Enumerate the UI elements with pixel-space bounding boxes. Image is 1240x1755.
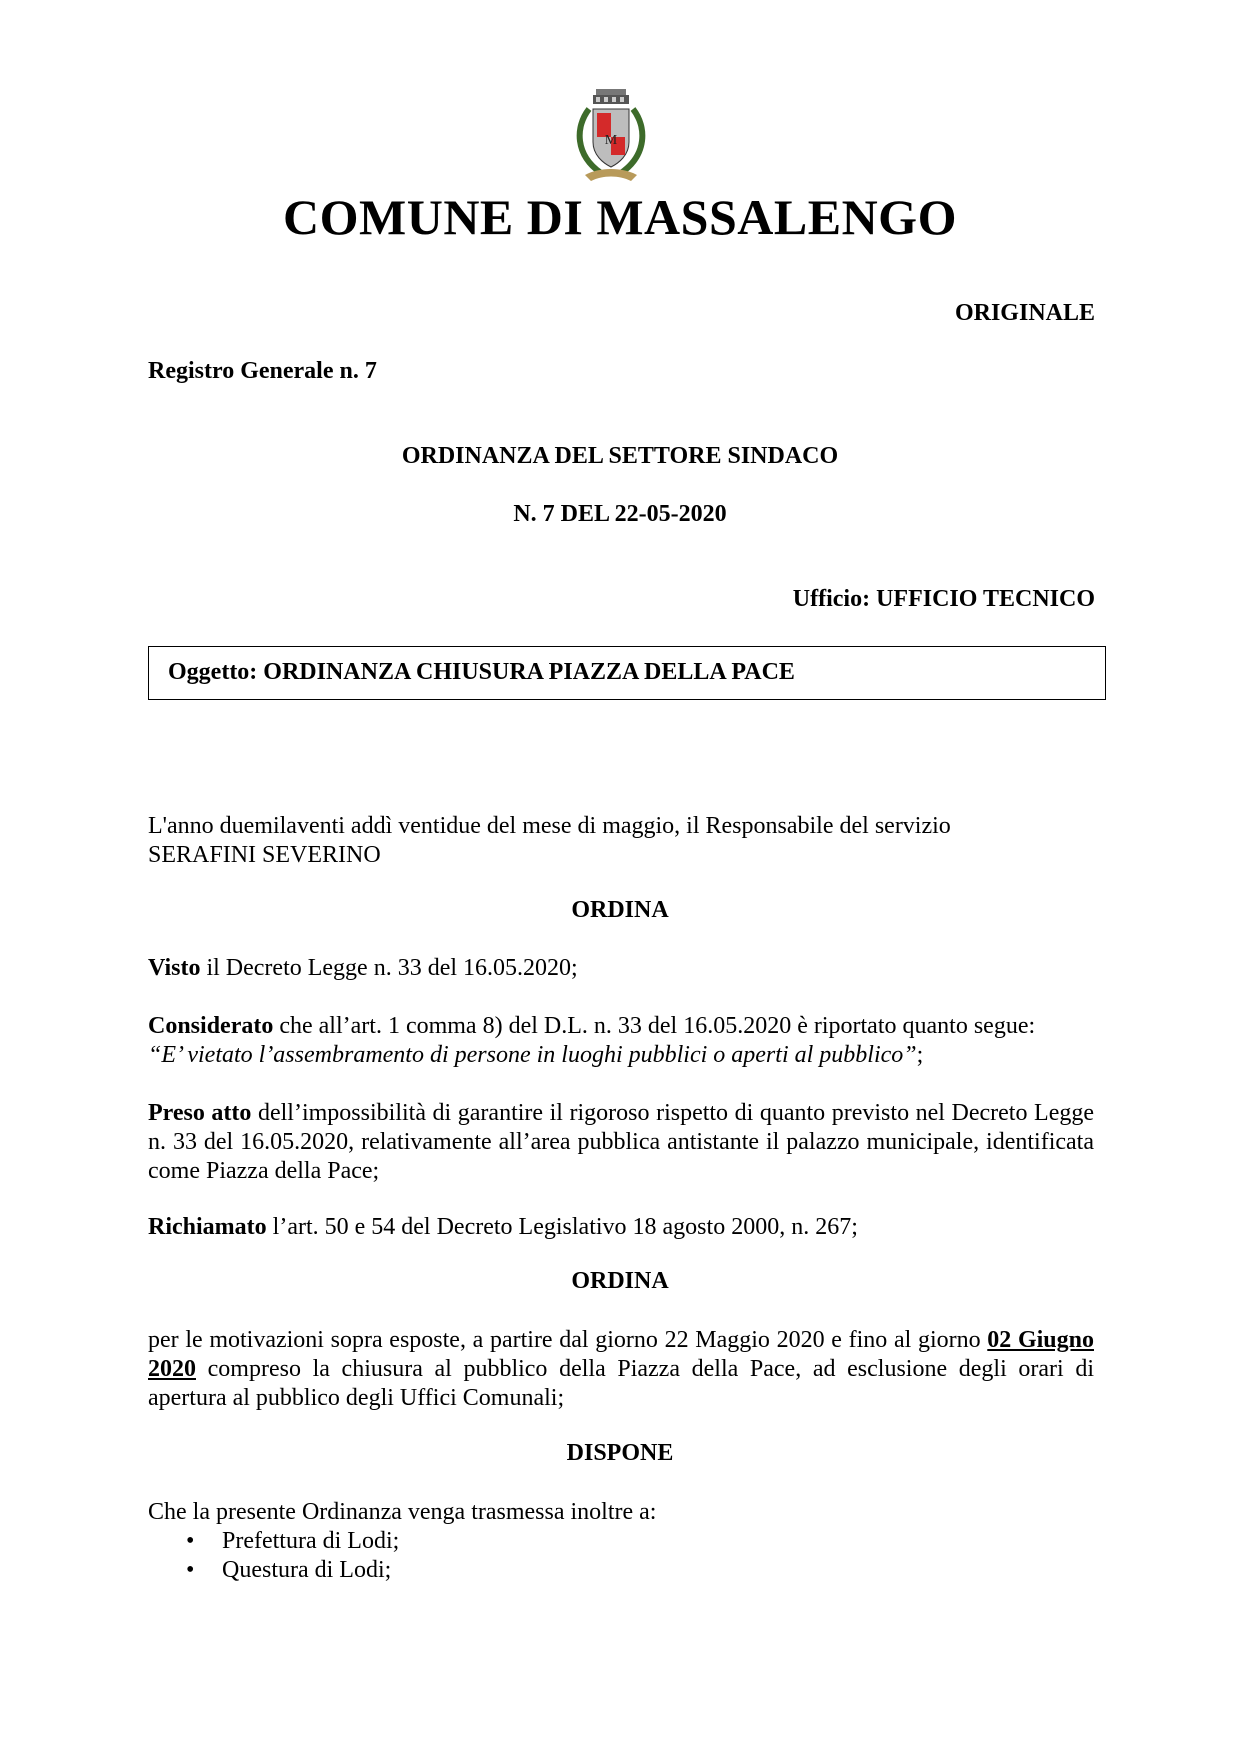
recipients-list [148, 1527, 399, 1585]
dispone-intro: Che la presente Ordinanza venga trasmessa inoltre a: [148, 1499, 657, 1525]
preso-atto-text: dell’impossibilità di garantire il rigoroso rispetto di quanto previsto nel Decreto Legge n. 33 del 16.05.2020, relativamente all’area pubblica antistante il palazzo municipale, identificata come Piazza della Pace; [148, 1100, 1094, 1184]
heading-ordina-2: ORDINA [571, 1268, 669, 1294]
subject-box [148, 646, 1106, 700]
visto-label: Visto [148, 955, 201, 981]
list-item: • Prefettura di Lodi; [148, 1527, 399, 1556]
order-text-1: per le motivazioni sopra esposte, a partire dal giorno 22 Maggio 2020 e fino al giorno [148, 1327, 988, 1353]
municipality-title: COMUNE DI MASSALENGO [283, 189, 957, 245]
office-name: UFFICIO TECNICO [876, 586, 1095, 612]
subject-line [168, 659, 795, 686]
considerato-end: ; [916, 1042, 924, 1068]
register-number: Registro Generale n. 7 [148, 358, 377, 384]
considerato-text: che all’art. 1 comma 8) del D.L. n. 33 del 16.05.2020 è riportato quanto segue: [273, 1013, 1036, 1039]
heading-dispone: DISPONE [566, 1440, 674, 1466]
list-item: • Questura di Lodi; [148, 1556, 399, 1585]
considerato-label: Considerato [148, 1013, 274, 1039]
crest-letter: M [604, 133, 618, 148]
office-label: Ufficio: [792, 586, 871, 612]
ordinance-number-date: N. 7 DEL 22-05-2020 [513, 501, 727, 527]
document-status: ORIGINALE [954, 300, 1095, 326]
considerato-quote: “E’ vietato l’assembramento di persone in luoghi pubblici o aperti al pubblico” [148, 1042, 917, 1068]
preso-atto-paragraph [148, 1099, 1094, 1186]
richiamato-paragraph [148, 1213, 1094, 1242]
richiamato-label: Richiamato [148, 1214, 267, 1240]
office-line [793, 586, 1095, 613]
order-paragraph [148, 1326, 1094, 1413]
preso-atto-label: Preso atto [148, 1100, 252, 1126]
subject-label: Oggetto: [168, 659, 258, 685]
richiamato-text: l’art. 50 e 54 del Decreto Legislativo 18 agosto 2000, n. 267; [266, 1214, 858, 1240]
visto-text: il Decreto Legge n. 33 del 16.05.2020; [200, 955, 578, 981]
intro-line-2: SERAFINI SEVERINO [148, 842, 381, 868]
ordinance-type: ORDINANZA DEL SETTORE SINDACO [401, 443, 839, 469]
considerato-paragraph [148, 1012, 1094, 1070]
subject-text: ORDINANZA CHIUSURA PIAZZA DELLA PACE [263, 659, 795, 685]
intro-line-1: L'anno duemilaventi addì ventidue del mese di maggio, il Responsabile del servizio [148, 813, 951, 839]
order-end-date: 02 Giugno 2020 [148, 1327, 1094, 1382]
order-text-2: compreso la chiusura al pubblico della Piazza della Pace, ad esclusione degli orari di apertura al pubblico degli Uffici Comunali; [148, 1356, 1094, 1411]
visto-paragraph [148, 954, 1094, 983]
coat-of-arms-icon [571, 87, 651, 187]
heading-ordina-1: ORDINA [571, 897, 669, 923]
intro-paragraph [148, 812, 1094, 870]
